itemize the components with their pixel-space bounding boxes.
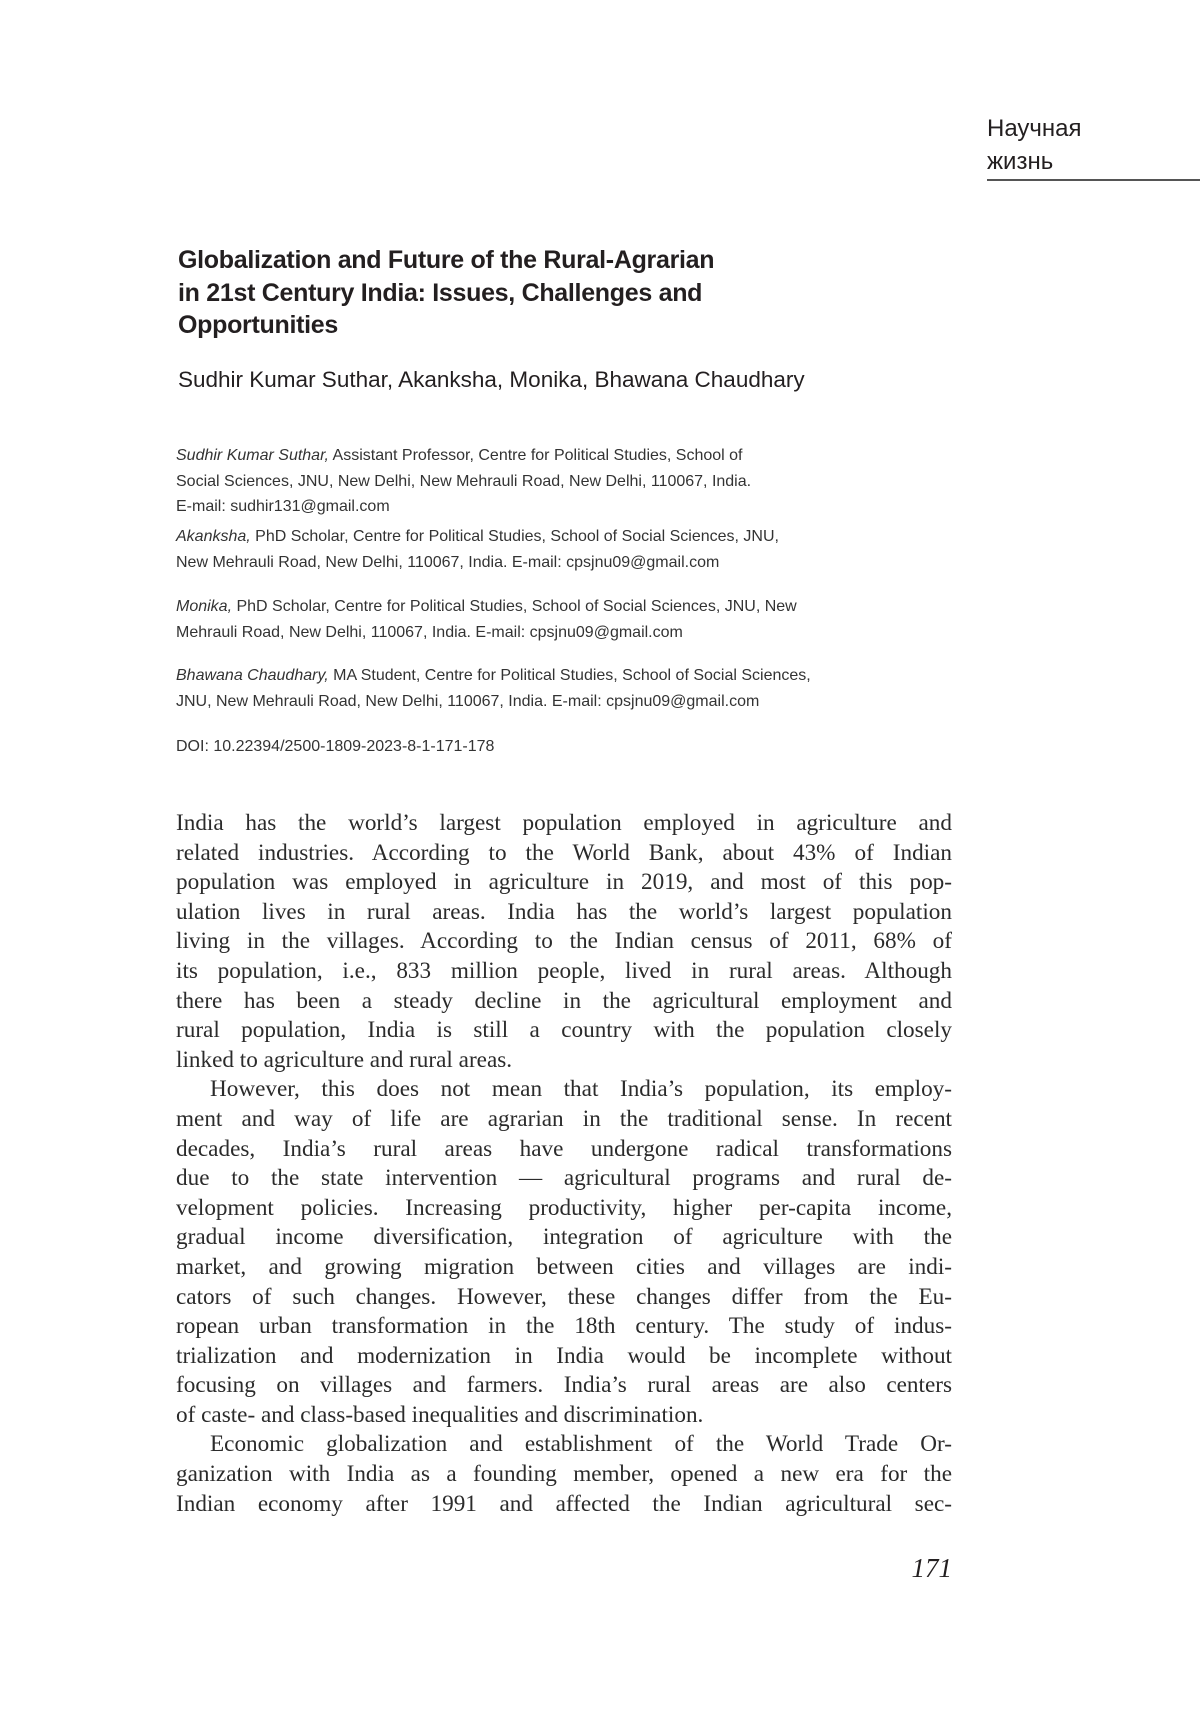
section-divider (987, 179, 1200, 181)
article-body (176, 809, 952, 1519)
body-line: velopment policies. Increasing productivity, higher per-capita income, (176, 1194, 952, 1224)
affiliation-text: PhD Scholar, Centre for Political Studies, School of Social Sciences, JNU, New (232, 598, 797, 615)
body-line: its population, i.e., 833 million people, lived in rural areas. Although (176, 957, 952, 987)
affiliation-text: Social Sciences, JNU, New Delhi, New Mehrauli Road, New Delhi, 110067, India. (176, 469, 976, 495)
affiliation-text: PhD Scholar, Centre for Political Studies, School of Social Sciences, JNU, (251, 528, 779, 545)
body-line: Economic globalization and establishment of the World Trade Or- (176, 1430, 952, 1460)
affiliation (176, 663, 976, 714)
article-title (178, 244, 978, 342)
title-line: in 21st Century India: Issues, Challenges and (178, 277, 978, 310)
journal-section-label-line1: Научная (987, 112, 1082, 145)
body-line: related industries. According to the World Bank, about 43% of Indian (176, 839, 952, 869)
body-line: cators of such changes. However, these changes differ from the Eu- (176, 1283, 952, 1313)
affiliation-name: Bhawana Chaudhary, (176, 667, 329, 684)
body-line: market, and growing migration between cities and villages are indi- (176, 1253, 952, 1283)
body-line: ment and way of life are agrarian in the traditional sense. In recent (176, 1105, 952, 1135)
affiliation-name: Sudhir Kumar Suthar, (176, 447, 329, 464)
body-paragraph (176, 809, 952, 1075)
body-line: focusing on villages and farmers. India’s rural areas are also centers (176, 1371, 952, 1401)
page-number: 171 (912, 1553, 953, 1584)
body-line: of caste- and class-based inequalities and discrimination. (176, 1401, 952, 1431)
article-authors: Sudhir Kumar Suthar, Akanksha, Monika, Bhawana Chaudhary (178, 365, 805, 395)
affiliation-name: Akanksha, (176, 528, 251, 545)
affiliation-text: Mehrauli Road, New Delhi, 110067, India. E-mail: cpsjnu09@gmail.com (176, 620, 976, 646)
body-line: ropean urban transformation in the 18th century. The study of indus- (176, 1312, 952, 1342)
body-line: decades, India’s rural areas have undergone radical transformations (176, 1135, 952, 1165)
body-paragraph (176, 1430, 952, 1519)
body-line: ulation lives in rural areas. India has the world’s largest population (176, 898, 952, 928)
affiliation-text: New Mehrauli Road, New Delhi, 110067, India. E-mail: cpsjnu09@gmail.com (176, 550, 976, 576)
body-line: However, this does not mean that India’s population, its employ- (176, 1075, 952, 1105)
body-paragraph (176, 1075, 952, 1430)
body-line: Indian economy after 1991 and affected the Indian agricultural sec- (176, 1490, 952, 1520)
body-line: ganization with India as a founding member, opened a new era for the (176, 1460, 952, 1490)
title-line: Opportunities (178, 309, 978, 342)
body-line: living in the villages. According to the Indian census of 2011, 68% of (176, 927, 952, 957)
affiliation-text: MA Student, Centre for Political Studies, School of Social Sciences, (329, 667, 811, 684)
affiliation-email: E-mail: sudhir131@gmail.com (176, 494, 976, 520)
affiliation-text: JNU, New Mehrauli Road, New Delhi, 110067, India. E-mail: cpsjnu09@gmail.com (176, 689, 976, 715)
body-line: there has been a steady decline in the agricultural employment and (176, 987, 952, 1017)
affiliation-text: Assistant Professor, Centre for Political Studies, School of (329, 447, 743, 464)
body-line: gradual income diversification, integration of agriculture with the (176, 1223, 952, 1253)
affiliation (176, 594, 976, 645)
body-line: due to the state intervention — agricultural programs and rural de- (176, 1164, 952, 1194)
body-line: India has the world’s largest population employed in agriculture and (176, 809, 952, 839)
body-line: linked to agriculture and rural areas. (176, 1046, 952, 1076)
journal-section-label-line2: жизнь (987, 145, 1053, 178)
affiliation-name: Monika, (176, 598, 232, 615)
affiliation (176, 443, 976, 520)
affiliation (176, 524, 976, 575)
body-line: trialization and modernization in India would be incomplete without (176, 1342, 952, 1372)
body-line: population was employed in agriculture in 2019, and most of this pop- (176, 868, 952, 898)
body-line: rural population, India is still a country with the population closely (176, 1016, 952, 1046)
title-line: Globalization and Future of the Rural-Agrarian (178, 244, 978, 277)
doi[interactable]: DOI: 10.22394/2500-1809-2023-8-1-171-178 (176, 734, 976, 760)
